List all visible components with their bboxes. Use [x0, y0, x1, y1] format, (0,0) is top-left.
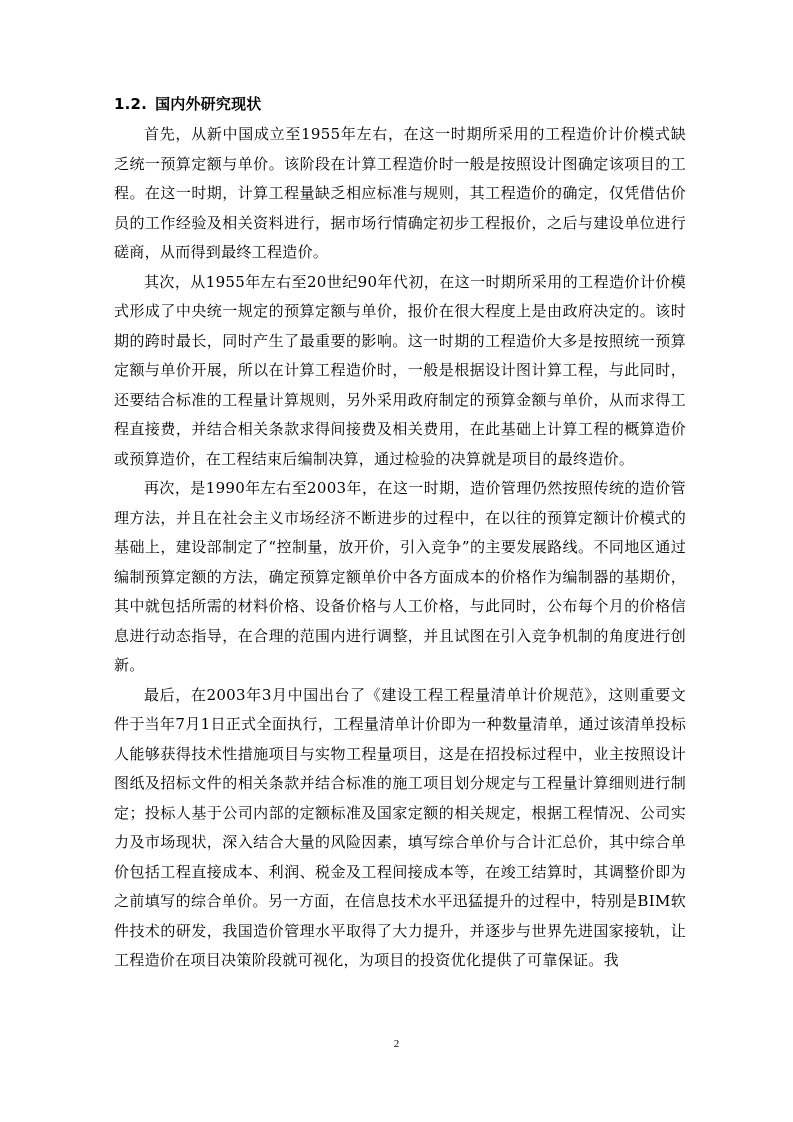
paragraph-1: 首先，从新中国成立至1955年左右，在这一时期所采用的工程造价计价模式缺乏统一预算定额与单价。该阶段在计算工程造价时一般是按照设计图确定该项目的工程。在这一时期，计算工程量缺乏相应标准与规则，其工程造价的确定，仅凭借估价员的工作经验及相关资料进行，据市场行情确定初步工程报价，之后与建设单位进行磋商，从而得到最终工程造价。 — [114, 125, 686, 261]
paragraph-2: 其次，从1955年左右至20世纪90年代初，在这一时期所采用的工程造价计价模式形成了中央统一规定的预算定额与单价，报价在很大程度上是由政府决定的。该时期的跨时最长，同时产生了最重要的影响。这一时期的工程造价大多是按照统一预算定额与单价开展，所以在计算工程造价时，一般是根据设计图计算工程，与此同时，还要结合标准的工程量计算规则，另外采用政府制定的预算金额与单价，从而求得工程直接费，并结合相关条款求得间接费及相关费用，在此基础上计算工程的概算造价或预算造价，在工程结束后编制决算，通过检验的决算就是项目的最终造价。 — [114, 272, 686, 468]
page-content — [114, 94, 686, 976]
section-number: 1.2. — [114, 95, 148, 113]
section-title: 国内外研究现状 — [155, 95, 262, 113]
paragraph-4: 最后，在2003年3月中国出台了《建设工程工程量清单计价规范》，这则重要文件于当年7月1日正式全面执行，工程量清单计价即为一种数量清单，通过该清单投标人能够获得技术性措施项目与实物工程量项目，这是在招投标过程中，业主按照设计图纸及招标文件的相关条款并结合标准的施工项目划分规定与工程量计算细则进行制定；投标人基于公司内部的定额标准及国家定额的相关规定，根据工程情况、公司实力及市场现状，深入结合大量的风险因素，填写综合单价与合计汇总价，其中综合单价包括工程直接成本、利润、税金及工程间接成本等，在竣工结算时，其调整价即为之前填写的综合单价。另一方面，在信息技术水平迅猛提升的过程中，特别是BIM软件技术的研发，我国造价管理水平取得了大力提升，并逐步与世界先进国家接轨，让工程造价在项目决策阶段就可视化，为项目的投资优化提供了可靠保证。我 — [114, 685, 686, 969]
section-heading — [114, 94, 686, 114]
page-number: 2 — [393, 1038, 400, 1050]
paragraph-3: 再次，是1990年左右至2003年，在这一时期，造价管理仍然按照传统的造价管理方法，并且在社会主义市场经济不断进步的过程中，在以往的预算定额计价模式的基础上，建设部制定了“控制量，放开价，引入竞争”的主要发展路线。不同地区通过编制预算定额的方法，确定预算定额单价中各方面成本的价格作为编制器的基期价，其中就包括所需的材料价格、设备价格与人工价格，与此同时，公布每个月的价格信息进行动态指导，在合理的范围内进行调整，并且试图在引入竞争机制的角度进行创新。 — [114, 479, 686, 674]
